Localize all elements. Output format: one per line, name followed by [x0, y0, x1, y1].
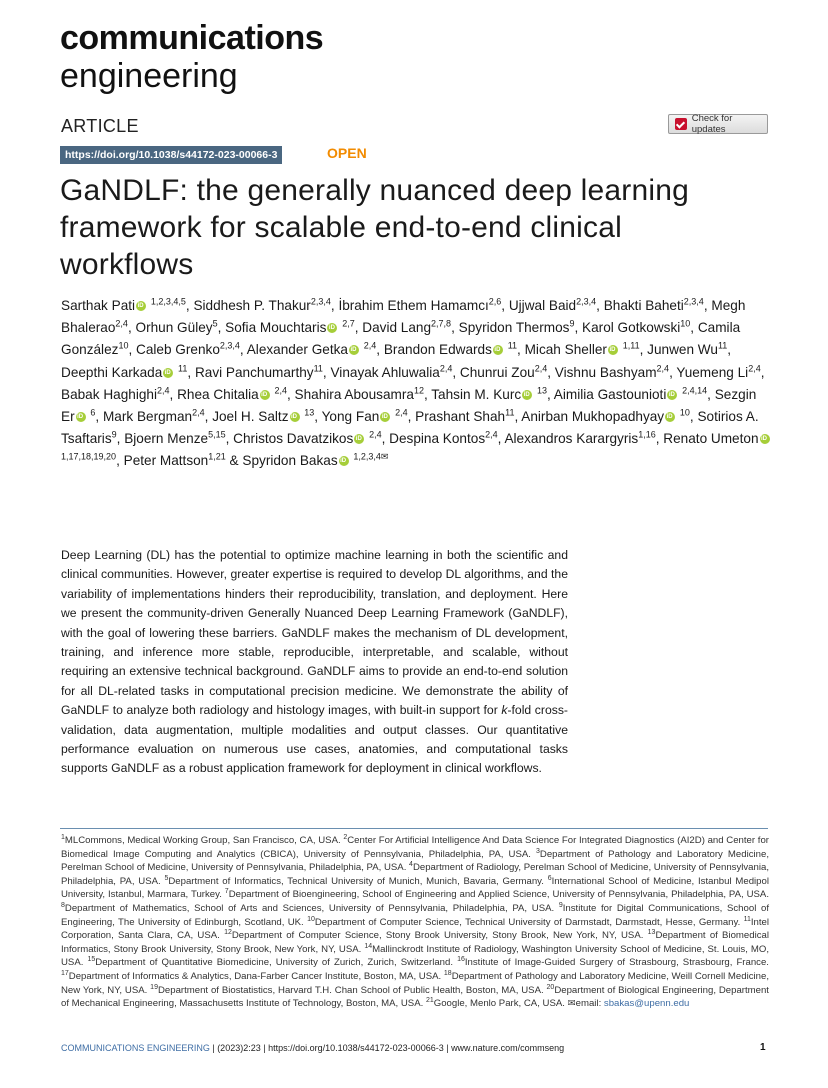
abstract-text-1: Deep Learning (DL) has the potential to optimize machine learning in both the scientific and clinical communities. However, greater expertise is required to develop DL algorithms, and the variability of implementations hinders their reproducibility, translation, and deployment. Here we present the community-driven Generally Nuanced Deep Learning Framework (GaNDLF), with the goal of lowering these barriers. GaNDLF makes the mechanism of DL development, training, and inference more stable, reproducible, interpretable, and scalable, without requiring an extensive technical background. GaNDLF aims to provide an end-to-end solution for all DL-related tasks in computational precision medicine. We demonstrate the ability of GaNDLF to analyze both radiology and histology images, with built-in support for [61, 548, 568, 718]
affiliation-text: Institute of Image-Guided Surgery of Strasbourg, Strasbourg, France. [464, 957, 769, 969]
author [195, 365, 323, 380]
author-name: David Lang [362, 320, 432, 336]
author-name: Rhea Chitalia [177, 386, 259, 402]
author-name: Prashant Shah [415, 409, 506, 425]
affiliation-number: 16 [457, 956, 465, 964]
author [242, 453, 388, 468]
author-name: Mark Bergman [102, 409, 193, 425]
author-affiliation: 1,11 [622, 340, 640, 351]
author-name: Junwen Wu [647, 342, 718, 358]
affiliation-text: International School of Medicine, Istanbul Medipol University, Istanbul, Marmara, Turkey. [61, 875, 769, 901]
author-affiliation: 5,15 [208, 429, 226, 440]
email-link[interactable]: sbakas@upenn.edu [603, 998, 690, 1010]
author-affiliation: 1,17,18,19,20 [61, 451, 117, 462]
affiliation-number: 21 [425, 996, 434, 1004]
check-updates-icon [675, 118, 687, 130]
affiliation-text: Department of Informatics, Technical University of Munich, Munich, Bavaria, Germany. [168, 875, 544, 887]
author-name: Megh Bhalerao [61, 298, 746, 336]
author-name: Camila González [61, 320, 741, 358]
author [295, 387, 424, 402]
author [384, 342, 517, 357]
affiliation-text: Google, Menlo Park, CA, USA. [433, 998, 565, 1010]
author [330, 365, 452, 380]
author [509, 298, 596, 313]
affiliation-number: 18 [443, 969, 452, 977]
author-name: Alexander Getka [246, 342, 348, 358]
affiliation-text: Department of Computer Science, Technical University of Darmstadt, Darmstadt, Hesse, Germany. [314, 916, 741, 928]
affiliation-number: 6 [547, 874, 552, 882]
affiliation-number: 4 [409, 861, 413, 868]
affiliation-text: Department of Biological Engineering, Department of Mechanical Engineering, Massachusetts Institute of Technology, Boston, MA, USA. [61, 984, 769, 1010]
author-affiliation: 1,21 [208, 451, 226, 462]
author-affiliation: 11 [178, 363, 188, 374]
footer-journal: COMMUNICATIONS ENGINEERING [61, 1043, 210, 1053]
author [177, 387, 287, 402]
article-title: GaNDLF: the generally nuanced deep learning framework for scalable end-to-end clinical workflows [60, 174, 690, 281]
orcid-icon[interactable] [760, 434, 770, 444]
orcid-icon[interactable] [380, 412, 390, 422]
affiliation-number: 17 [61, 969, 69, 977]
author-affiliation: 2,3,4 [683, 296, 704, 307]
author-name: Vinayak Ahluwalia [330, 364, 440, 380]
author-affiliation: 11 [505, 407, 515, 418]
author-name: Vishnu Bashyam [554, 364, 657, 380]
affiliation-text: Department of Quantitative Biomedicine, University of Zurich, Zurich, Switzerland. [95, 957, 453, 969]
author [676, 365, 760, 380]
author-affiliation: 2,4 [115, 318, 128, 329]
author-affiliation: 5 [212, 318, 218, 329]
orcid-icon[interactable] [339, 456, 349, 466]
affiliation-number: 3 [536, 847, 540, 855]
author-name: Aimilia Gastounioti [553, 386, 667, 402]
author-affiliation: 2,4 [485, 429, 498, 440]
footer-site[interactable]: www.nature.com/commseng [451, 1043, 565, 1053]
abstract-text-2: -fold cross-validation, data augmentation, multiple modalities and output classes. Our quantitative performance evaluation on numerous use cases, anatomies, and computational tasks supports GaNDLF as a robust application framework for deployment in clinical workflows. [61, 703, 568, 776]
author-affiliation: 10 [118, 340, 129, 351]
orcid-icon[interactable] [522, 390, 532, 400]
author-name: Deepthi Karkada [61, 364, 163, 380]
abstract-italic-k: k [501, 703, 508, 718]
orcid-icon[interactable] [349, 345, 359, 355]
author [525, 342, 640, 357]
page-footer [61, 1043, 564, 1053]
author-affiliation: 2,3,4 [576, 296, 597, 307]
author-name: Yuemeng Li [676, 364, 749, 380]
author-name: Despina Kontos [389, 431, 486, 447]
author [124, 453, 226, 468]
orcid-icon[interactable] [327, 323, 337, 333]
author-name: Anirban Mukhopadhyay [521, 409, 665, 425]
check-updates-label: Check for updates [691, 113, 733, 135]
author [247, 342, 377, 357]
footer-doi[interactable]: https://doi.org/10.1038/s44172-023-00066-3 [268, 1043, 444, 1053]
author-name: Bjoern Menze [124, 431, 209, 447]
author-affiliation: 2,7,8 [431, 318, 452, 329]
author-affiliation: 2,4 [395, 407, 408, 418]
author [431, 387, 547, 402]
email-icon: ✉ [567, 998, 576, 1010]
orcid-icon[interactable] [136, 301, 146, 311]
author-affiliation: 12 [413, 385, 424, 396]
affiliation-text: Center For Artificial Intelligence And Data Science For Integrated Diagnostics (AI2D) and Center for Biomedical Image Computing and Analytics (CBICA), University of Pennsylvania, Philadelphia, PA, USA. [61, 835, 769, 860]
author-affiliation: 2,4 [156, 385, 170, 396]
article-type: ARTICLE [61, 116, 139, 136]
footer-sep-2: | [260, 1043, 269, 1053]
author [504, 431, 655, 446]
author [322, 409, 408, 424]
author-affiliation: 2,4 [534, 363, 548, 374]
author-name: Sofia Mouchtaris [225, 320, 327, 336]
author [582, 320, 690, 335]
author-affiliation: 11 [717, 340, 728, 351]
author-affiliation: 1,2,3,4,5 [150, 296, 186, 307]
author-name: Sotirios A. Tsaftaris [61, 409, 759, 447]
affiliation-number: 10 [307, 915, 315, 923]
author-affiliation: 2,3,4 [219, 340, 240, 351]
author-name: Babak Haghighi [61, 386, 157, 402]
author [212, 409, 314, 424]
author [362, 320, 451, 335]
journal-name-line2: engineering [60, 57, 238, 95]
affiliation-number: 2 [343, 833, 348, 841]
author-affiliation: 10 [680, 318, 691, 329]
author-name: Bhakti Baheti [603, 298, 684, 313]
author-affiliation: 2,3,4 [310, 296, 331, 307]
author-affiliation: 2,7 [342, 318, 355, 329]
author-name: İbrahim Ethem Hamamcı [338, 298, 489, 313]
author-affiliation: 2,4 [369, 429, 382, 440]
affiliations [61, 834, 769, 1011]
affiliation-list [61, 835, 769, 1009]
orcid-icon[interactable] [260, 390, 270, 400]
author-affiliation: 2,4 [274, 385, 287, 396]
orcid-icon[interactable] [493, 345, 503, 355]
affiliation-text: Department of Radiology, Perelman School of Medicine, University of Pennsylvania, Philadelphia, PA, USA. [61, 862, 769, 887]
email-label: email: [575, 998, 602, 1010]
affiliation-number: 12 [224, 928, 232, 936]
affiliation-number: 8 [61, 901, 65, 909]
author [647, 342, 727, 357]
author-affiliation: 11 [507, 340, 518, 351]
author-affiliation: 2,4 [656, 363, 670, 374]
author-affiliation: 13 [536, 385, 547, 396]
author-affiliation: 1,16 [638, 429, 656, 440]
orcid-icon[interactable] [354, 434, 364, 444]
author-affiliation: 2,4 [439, 363, 453, 374]
orcid-icon[interactable] [76, 412, 86, 422]
author [604, 298, 704, 313]
author [415, 409, 514, 424]
affiliation-number: 20 [546, 983, 555, 991]
orcid-icon[interactable] [290, 412, 300, 422]
footer-sep-1: | [209, 1043, 218, 1053]
author-affiliation: 1,2,3,4✉ [353, 451, 389, 462]
author-name: Shahira Abousamra [294, 386, 414, 402]
author [554, 387, 707, 402]
author [124, 431, 225, 446]
affiliation-text: Department of Pathology and Laboratory Medicine, Weill Cornell Medicine, New York, NY, USA. [61, 970, 769, 996]
author-name: Spyridon Thermos [458, 320, 570, 336]
author [61, 365, 187, 380]
open-access-badge: OPEN [327, 145, 367, 161]
author-name: Sezgin Er [61, 386, 757, 425]
author-affiliation: 11 [313, 363, 323, 374]
author [61, 298, 186, 313]
author-name: Spyridon Bakas [242, 453, 338, 469]
affiliation-text: Intel Corporation, Santa Clara, CA, USA. [61, 916, 770, 942]
author [460, 365, 547, 380]
author-name: Siddhesh P. Thakur [193, 298, 311, 313]
author [555, 365, 669, 380]
author-name: Micah Sheller [524, 342, 607, 358]
author-name: Peter Mattson [123, 453, 209, 469]
author-affiliation: 13 [304, 407, 315, 418]
author-affiliation: 2,4,14 [682, 385, 708, 396]
author [136, 342, 240, 357]
affiliation-text: Mallinckrodt Institute of Radiology, Washington University School of Medicine, St. Louis, MO, USA. [61, 943, 770, 969]
author-name: Chunrui Zou [459, 364, 535, 380]
author-name: Karol Gotkowski [582, 320, 681, 336]
author-name: Caleb Grenko [136, 342, 220, 358]
author-name: Renato Umeton [663, 431, 759, 447]
author-name: Ujjwal Baid [508, 298, 577, 313]
author-affiliation: 2,4 [748, 363, 761, 374]
affiliation-number: 5 [164, 874, 169, 882]
affiliation-number: 14 [364, 942, 373, 950]
affiliation-text: Department of Mathematics, School of Arts and Sciences, University of Pennsylvania, Philadelphia, PA, USA. [64, 902, 555, 914]
footer-sep-3: | [443, 1043, 452, 1053]
affiliation-text: Department of Computer Science, Stony Brook University, Stony Brook, New York, NY, USA. [231, 930, 644, 942]
affiliation-text: Department of Bioengineering, School of Engineering and Applied Science, University of Pennsylvania, Philadelphia, PA, USA. [228, 889, 769, 901]
abstract [61, 546, 568, 779]
author-name: Sarthak Pati [61, 298, 136, 313]
author [225, 320, 355, 335]
page-number: 1 [760, 1042, 766, 1053]
orcid-icon[interactable] [608, 345, 618, 355]
affiliation-number: 7 [224, 888, 229, 896]
author-affiliation: 2,4 [363, 340, 377, 351]
affiliation-text: Department of Biostatistics, Harvard T.H. Chan School of Public Health, Boston, MA, USA. [157, 984, 544, 996]
journal-name-line1: communications [60, 19, 324, 57]
affiliation-number: 1 [61, 833, 65, 841]
author-affiliation: 6 [90, 407, 96, 418]
author-affiliation: 2,4 [192, 407, 205, 418]
author [521, 409, 690, 424]
affiliation-number: 19 [150, 983, 158, 991]
affiliation-text: Department of Informatics & Analytics, Dana-Farber Cancer Institute, Boston, MA, USA. [68, 970, 442, 982]
author-affiliation: 9 [111, 429, 117, 440]
author [193, 298, 330, 313]
affiliation-number: 11 [743, 915, 751, 923]
check-for-updates-button[interactable] [668, 114, 768, 134]
affiliation-text: Institute for Digital Communications, School of Engineering, The University of Edinburgh, Scotland, UK. [61, 902, 769, 928]
doi-link[interactable]: https://doi.org/10.1038/s44172-023-00066-3 [60, 146, 282, 164]
orcid-icon[interactable] [667, 390, 677, 400]
author-affiliation: 2,6 [488, 296, 502, 307]
author [103, 409, 205, 424]
author-list: Sarthak PatiiD $^{1,2,3,4,5}$, Siddhesh P. Thakur$^{2,3,4}$, İbrahim Ethem Hamamcı$^{2,6}$, Ujjwal Baid$^{2,3,4}$, Bhakti Baheti$^{2,3,4}$, Megh Bhalerao$^{2,4}$, Orhun Güley$^5$, Sofia MouchtarisiD $^{2,7}$, David Lang$^{2,7,8}$, Spyridon Thermos$^9$, Karol Gotkowski$^{10}$, Camila González$^{10}$, Caleb Grenko$^{2,3,4}$, Alexander GetkaiD $^{2,4}$, Brandon EdwardsiD $^{11}$, Micah ShelleriD $^{1,11}$, Junwen Wu$^{11}$, Deepthi KarkadaiD $^{11}$, Ravi Panchumarthy$^{11}$, Vinayak Ahluwalia$^{2,4}$, Chunrui Zou$^{2,4}$, Vishnu Bashyam$^{2,4}$, Yuemeng Li$^{2,4}$, Babak Haghighi$^{2,4}$, Rhea ChitaliaiD $^{2,4}$, Shahira Abousamra$^{12}$, Tahsin M. KurciD $^{13}$, Aimilia GastouniotiiD $^{2,4,14}$, Sezgin EriD $^6$, Mark Bergman$^{2,4}$, Joel H. SaltziD $^{13}$, Yong FaniD $^{2,4}$, Prashant Shah$^{11}$, Anirban MukhopadhyayiD $^{10}$, Sotirios A. Tsaftaris$^9$, Bjoern Menze$^{5,15}$, Christos DavatzikosiD $^{2,4}$, Despina Kontos$^{2,4}$, Alexandros Karargyris$^{1,16}$, Renato UmetoniD $^{1,17,18,19,20}$, Peter Mattson$^{1,21}$ & Spyridon BakasiD $^{1,2,3,4✉}$ [61, 295, 773, 473]
affiliation-text: MLCommons, Medical Working Group, San Francisco, CA, USA. [64, 835, 341, 846]
author-name: Tahsin M. Kurc [431, 386, 522, 402]
affiliations-divider [60, 828, 768, 829]
author [136, 320, 218, 335]
orcid-icon[interactable] [665, 412, 675, 422]
author-name: Brandon Edwards [383, 342, 492, 358]
author-affiliation: 10 [679, 407, 690, 418]
author-name: Christos Davatzikos [233, 431, 354, 447]
author-name: Yong Fan [321, 409, 380, 425]
footer-volume: (2023)2:23 [217, 1043, 261, 1053]
affiliation-number: 15 [87, 956, 96, 964]
author-name: Alexandros Karargyris [504, 431, 639, 447]
author [61, 387, 170, 402]
author-affiliation: 9 [569, 318, 575, 329]
author [459, 320, 575, 335]
author-name: Orhun Güley [135, 320, 213, 336]
affiliation-text: Department of Biomedical Informatics, Stony Brook University, Stony Brook, New York, NY, USA. [61, 930, 769, 955]
orcid-icon[interactable] [163, 368, 173, 378]
author [338, 298, 501, 313]
affiliation-number: 9 [558, 901, 563, 909]
author-name: Joel H. Saltz [212, 409, 289, 425]
author [233, 431, 381, 446]
affiliation-text: Department of Pathology and Laboratory Medicine, Perelman School of Medicine, University of Pennsylvania, Philadelphia, PA, USA. [61, 848, 769, 874]
author [389, 431, 498, 446]
affiliation-number: 13 [647, 928, 656, 936]
author-name: Ravi Panchumarthy [194, 364, 314, 380]
